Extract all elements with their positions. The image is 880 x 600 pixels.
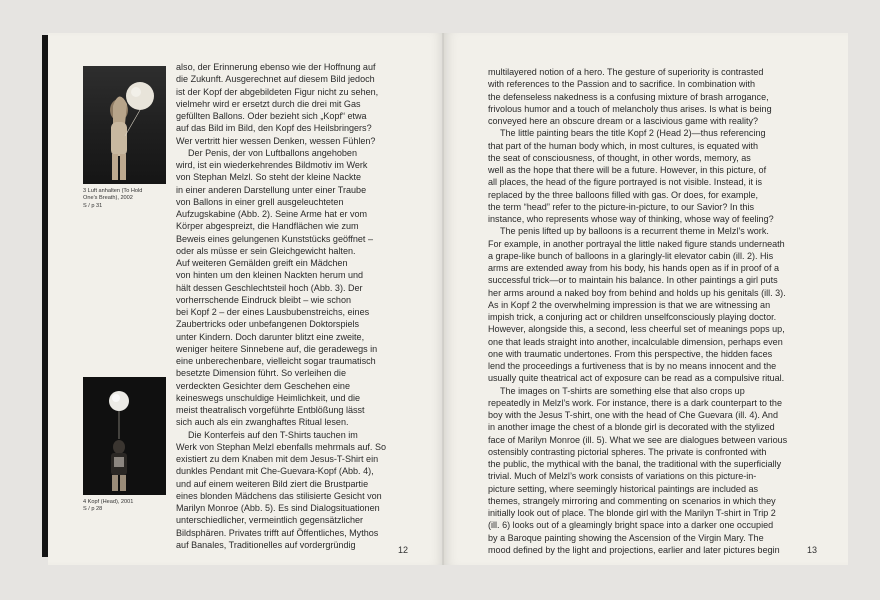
page-number: 12 xyxy=(398,545,409,555)
open-book xyxy=(40,33,848,565)
right-page xyxy=(444,33,848,565)
right-text-column xyxy=(488,66,840,556)
figure-4-caption: 4 Kopf (Head), 2001 S / p 28 xyxy=(83,499,134,513)
paragraph: The images on T-shirts are something else that also crops up repeatedly in Melzl’s work. For instance, there is a dark counterpart to the boy with the Jesus T-shirt, one with the head of Che Guevara (ill. 4). And in another image the chest of a blonde girl is decorated with the stylized face of Marilyn Monroe (ill. 5). What we see are dialogues between various ostensibly contrasting pictorial spheres. The private is confronted with the public, the mythical with the banal, the traditional with the superficially trivial. Much of Melzl’s work consists of variations on this picture-in- picture setting, where seemingly historical paintings are included as themes, strangely mirroring and commenting on scenarios in which they initially look out of place. The blonde girl with the Marilyn T-shirt in Trip 2 (ill. 6) looks out of a gleamingly bright space into a darker one occupied by a Baroque painting showing the Ascension of the Virgin Mary. The mood defined by the light and projections, earlier and later pictures begin xyxy=(488,385,788,555)
paragraph: Der Penis, der von Luftballons angehoben wird, ist ein wiederkehrendes Bildmotiv im Werk von Stephan Melzl. So steht der kleine Nackte in einer anderen Darstellung unter einer Traube von Ballons in einer grell ausgeleuchteten Aufzugskabine (Abb. 2). Seine Arme hat er vom Körper abgespreizt, die Handflächen wie zum Beweis eines gelungenen Kunststücks geöffnet – oder als müsse er sein Gleichgewicht halten. Auf weiteren Gemälden greift ein Mädchen von hinten um den kleinen Nackten herum und hält dessen Geschlechtsteil hoch (Abb. 3). Der vorherrschende Eindruck bleibt – wie schon bei Kopf 2 – der eines Lausbubenstreichs, eines Zaubertricks oder unbefangenen Doktorspiels unter Kindern. Doch darunter blitzt eine zweite, weniger heitere Sinnebene auf, die geradewegs in eine unberechenbare, vielleicht sogar traumatisch besetzte Dimension führt. So verleihen die verdeckten Gesichter dem Geschehen eine keineswegs unschuldige Heimlichkeit, und die meist theatralisch vorgeführte Entblößung lässt sich auch als ein zwanghaftes Ritual lesen. xyxy=(176,147,378,428)
figure-4-image xyxy=(83,377,166,495)
left-page xyxy=(48,33,444,565)
paragraph: multilayered notion of a hero. The gesture of superiority is contrasted with references to the Passion and to sacrifice. In combination with the defenseless nakedness is a confusing mixture of brash arrogance, frivolous humor and a touch of melancholy thus arises. Is what is being conveyed here an obscure dream or a lascivious game with reality? xyxy=(488,67,772,126)
figure-3-caption: 3 Luft anhalten (To Hold One's Breath), 2002 S / p 31 xyxy=(83,188,143,209)
figure-3-painting xyxy=(83,66,166,184)
figure-4-painting xyxy=(83,377,166,495)
page-number: 13 xyxy=(807,545,818,555)
figure-4 xyxy=(83,377,166,514)
paragraph: The little painting bears the title Kopf 2 (Head 2)—thus referencing that part of the human body which, in most cultures, is equated with the seat of consciousness, of thought, in other words, memory, as well as the hope that there will be a future. However, in this picture, of all places, the head of the figure portrayed is not visible. Instead, it is replaced by the three balloons filled with gas. Or does, for example, the term “head” refer to the picture-in-picture, to our Savior? In this instance, who represents whose way of thinking, whose way of feeling? xyxy=(488,128,774,224)
paragraph: The penis lifted up by balloons is a recurrent theme in Melzl’s work. For example, in another portrayal the little naked figure stands underneath a grape-like bunch of balloons in a glaringly-lit elevator cabin (ill. 2). His arms are extended away from his body, his hands open as if in proof of a successful trick—or to maintain his balance. In other paintings a girl puts her arms around a naked boy from behind and holds up his genitals (ill. 3). As in Kopf 2 the overwhelming impression is that we are witnessing an impish trick, a conjuring act or children unselfconsciously playing doctor. However, alongside this, a second, less cheerful set of meanings pops up, one that leads straight into another, incalculable dimension, perhaps even one with traumatic undertones. From this perspective, the hidden faces lend the proceedings a furtiveness that is by no means innocent and the usually quite theatrical act of exposure can be read as a compulsive ritual. xyxy=(488,226,786,384)
paragraph: also, der Erinnerung ebenso wie der Hoffnung auf die Zukunft. Ausgerechnet auf diesem Bild jedoch ist der Kopf der abgebildeten Figur nicht zu sehen, vielmehr wird er ersetzt durch die drei mit Gas gefüllten Ballons. Oder bezieht sich „Kopf“ etwa auf das Bild im Bild, den Kopf des Heilsbringers? Wer vertritt hier wessen Denken, wessen Fühlen? xyxy=(176,62,379,146)
figure-3-image xyxy=(83,66,166,184)
figure-3 xyxy=(83,66,166,210)
paragraph: Die Konterfeis auf den T-Shirts tauchen im Werk von Stephan Melzl ebenfalls mehrmals auf. So existiert zu dem Knaben mit dem Jesus-T-Shirt ein dunkles Pendant mit Che-Guevara-Kopf (Abb. 4), und auf einem weiteren Bild ziert die Brustpartie eines blonden Mädchens das stilisierte Gesicht von Marilyn Monroe (Abb. 5). Es sind Dialogsituationen unterschiedlicher, vermeintlich gegensätzlicher Bildsphären. Privates trifft auf Öffentliches, Mythos auf Banales, Traditionelles auf vordergründig xyxy=(176,429,387,550)
left-text-column xyxy=(176,61,438,551)
